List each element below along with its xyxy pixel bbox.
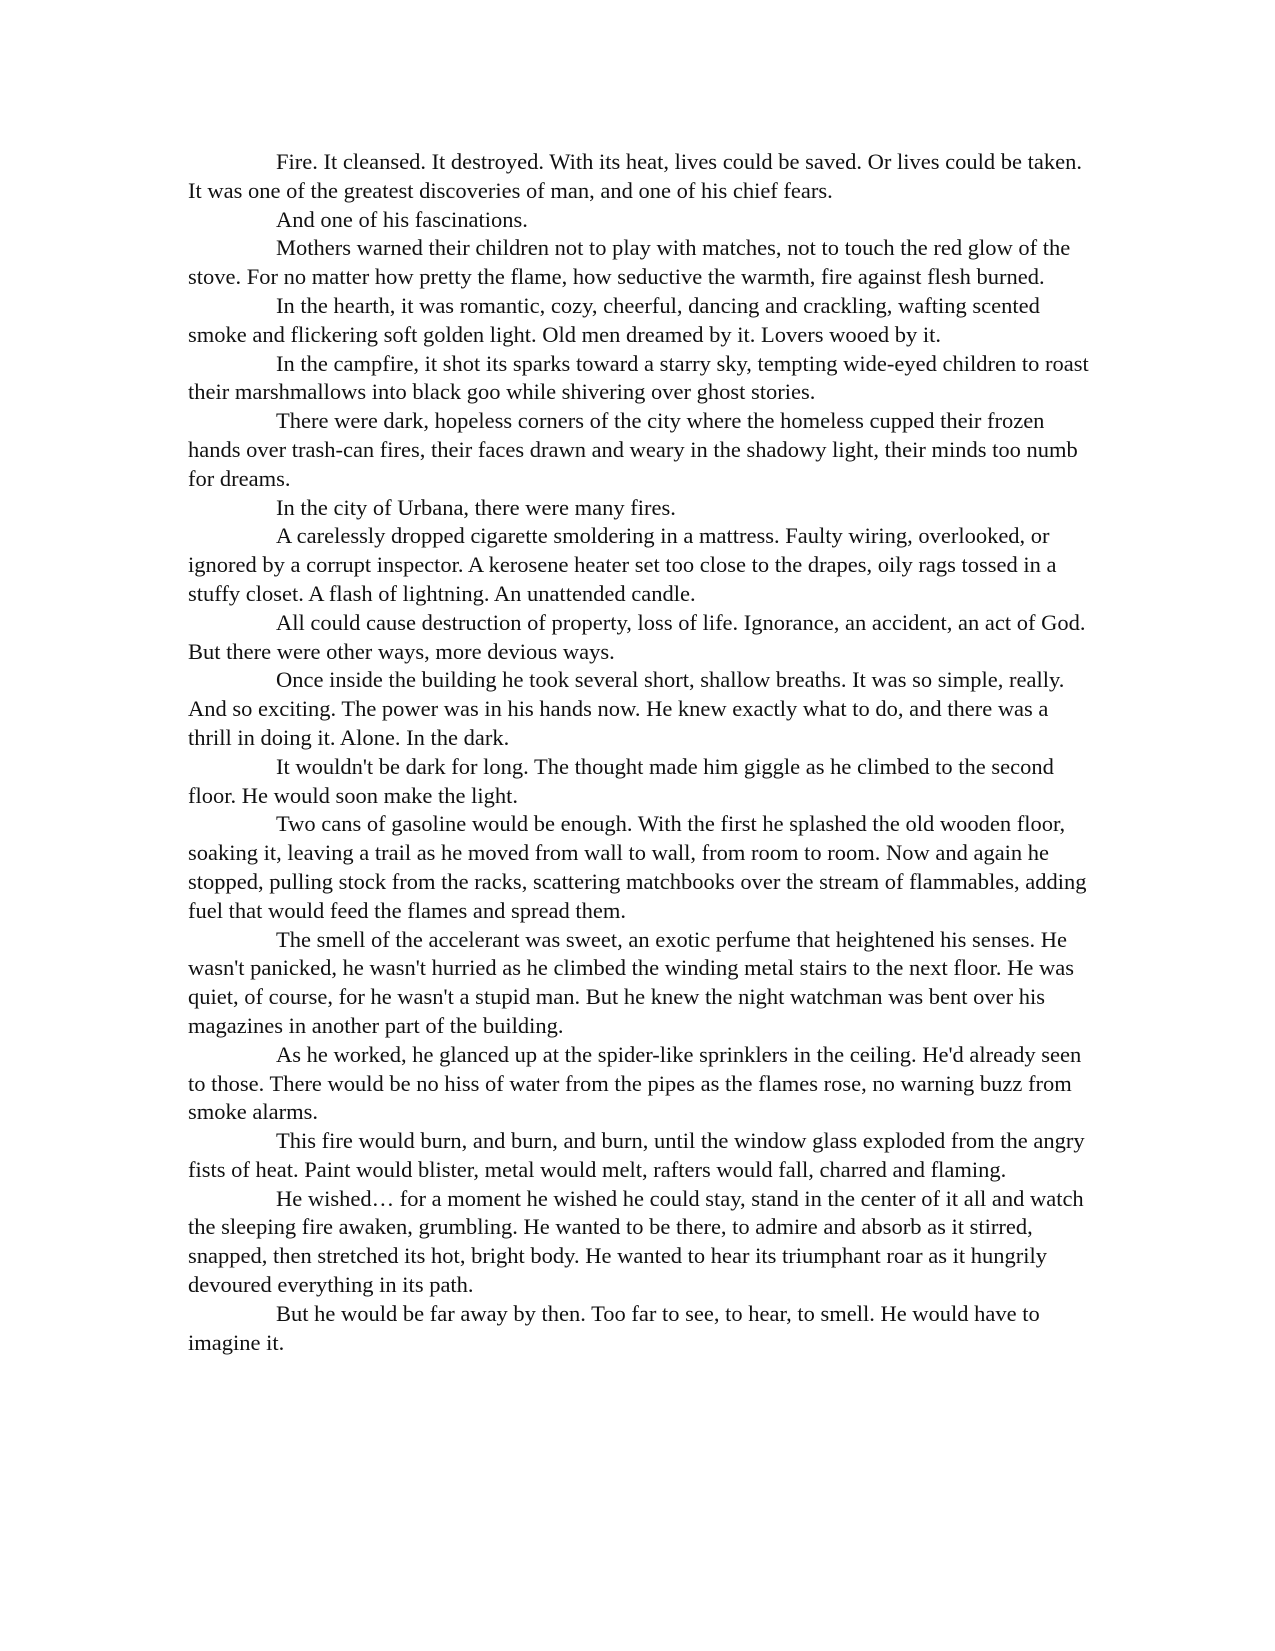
paragraph: A carelessly dropped cigarette smoldering in a mattress. Faulty wiring, overlooked, or ignored by a corrupt inspector. A kerosene heater set too close to the drapes, oily rags tossed in a stuffy closet. A flash of lightning. An unattended candle. [188,523,1057,606]
paragraph: Fire. It cleansed. It destroyed. With its heat, lives could be saved. Or lives could be taken. It was one of the greatest discoveries of man, and one of his chief fears. [188,149,1082,203]
paragraph: As he worked, he glanced up at the spider-like sprinklers in the ceiling. He'd already seen to those. There would be no hiss of water from the pipes as the flames rose, no warning buzz from smoke alarms. [188,1041,1082,1125]
paragraph: In the hearth, it was romantic, cozy, cheerful, dancing and crackling, wafting scented smoke and flickering soft golden light. Old men dreamed by it. Lovers wooed by it. [188,292,1040,347]
paragraph: But he would be far away by then. Too far to see, to hear, to smell. He would have to imagine it. [188,1300,1040,1355]
paragraph: And one of his fascinations. [276,206,528,232]
paragraph: In the campfire, it shot its sparks toward a starry sky, tempting wide-eyed children to roast their marshmallows into black goo while shivering over ghost stories. [188,350,1089,405]
paragraph: There were dark, hopeless corners of the city where the homeless cupped their frozen hands over trash-can fires, their faces drawn and weary in the shadowy light, their minds too numb for dreams. [188,408,1078,491]
paragraph: In the city of Urbana, there were many fires. [276,494,676,520]
paragraph: He wished… for a moment he wished he could stay, stand in the center of it all and watch the sleeping fire awaken, grumbling. He wanted to be there, to admire and absorb as it stirred, snapped, then stretched its hot, bright body. He wanted to hear its triumphant roar as it hungrily devoured everything in its path. [188,1185,1084,1298]
paragraph: The smell of the accelerant was sweet, an exotic perfume that heightened his senses. He wasn't panicked, he wasn't hurried as he climbed the winding metal stairs to the next floor. He was quiet, of course, for he wasn't a stupid man. But he knew the night watchman was bent over his magazines in another part of the building. [188,926,1075,1038]
paragraph: Once inside the building he took several short, shallow breaths. It was so simple, really. And so exciting. The power was in his hands now. He knew exactly what to do, and there was a thrill in doing it. Alone. In the dark. [188,667,1065,750]
paragraph: All could cause destruction of property, loss of life. Ignorance, an accident, an act of God. But there were other ways, more devious ways. [188,609,1086,664]
paragraph: This fire would burn, and burn, and burn, until the window glass exploded from the angry fists of heat. Paint would blister, metal would melt, rafters would fall, charred and flaming. [188,1128,1085,1182]
paragraph: Two cans of gasoline would be enough. With the first he splashed the old wooden floor, soaking it, leaving a trail as he moved from wall to wall, from room to room. Now and again he stopped, pulling stock from the racks, scattering matchbooks over the stream of flammables, adding fuel that would feed the flames and spread them. [188,811,1087,923]
paragraph: It wouldn't be dark for long. The thought made him giggle as he climbed to the second floor. He would soon make the light. [188,753,1054,808]
paragraph: Mothers warned their children not to play with matches, not to touch the red glow of the stove. For no matter how pretty the flame, how seductive the warmth, fire against flesh burned. [188,235,1071,290]
body-text [188,148,1093,1357]
